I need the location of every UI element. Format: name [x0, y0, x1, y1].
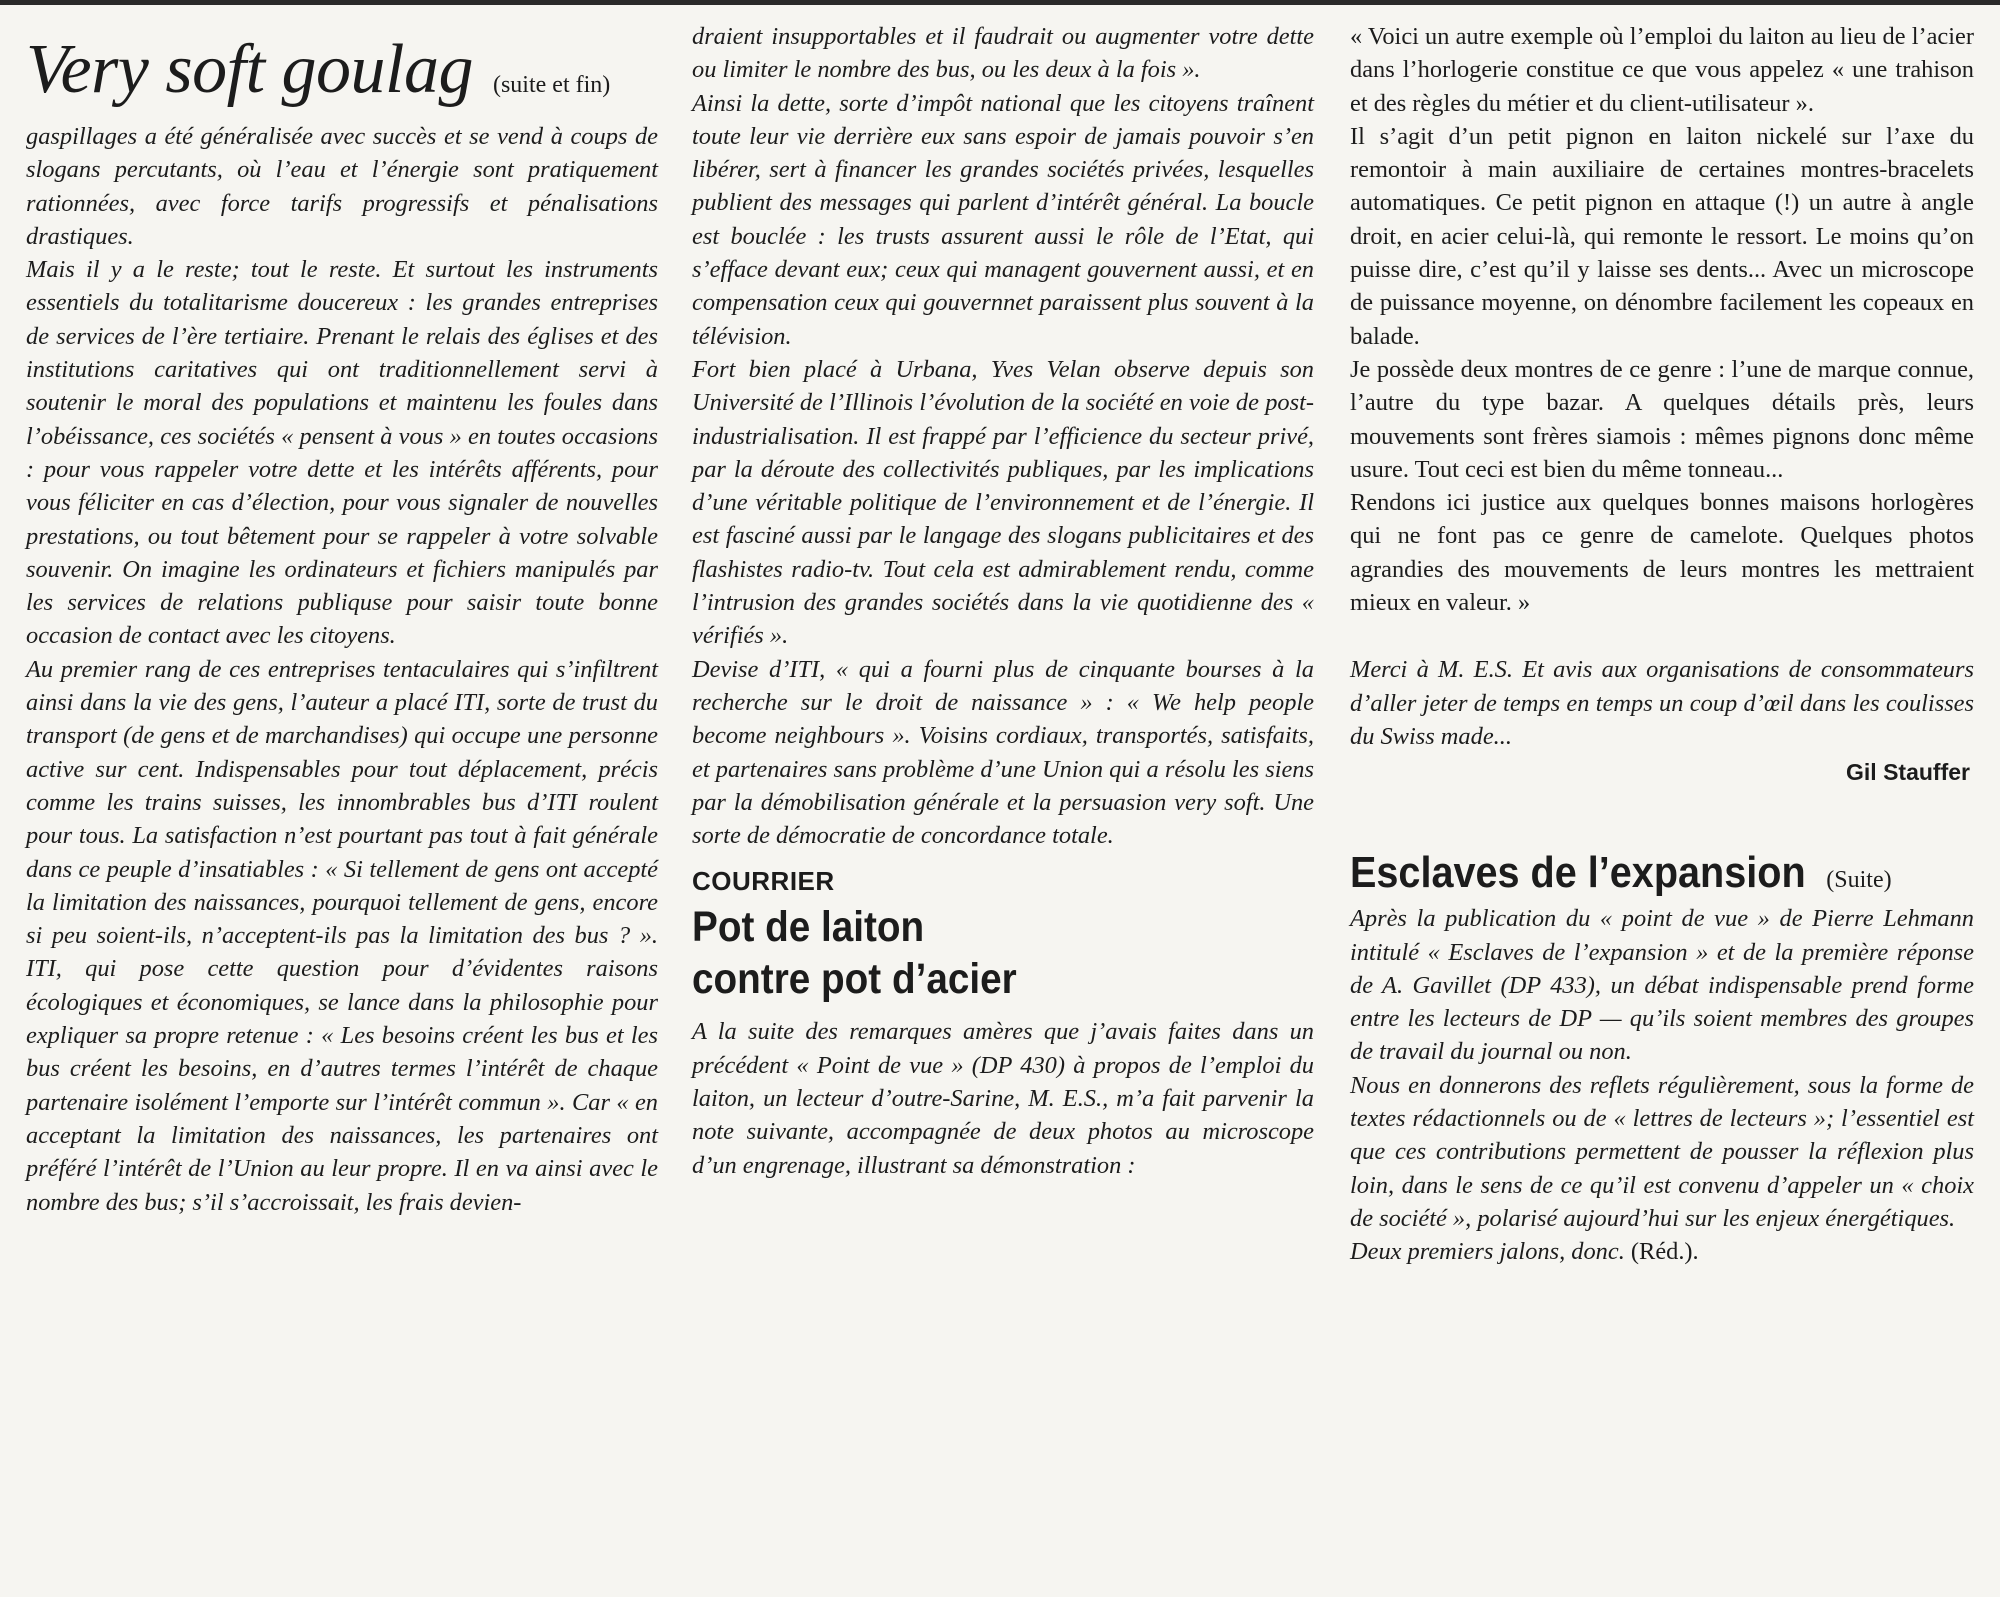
letter-paragraph: « Voici un autre exemple où l’emploi du laiton au lieu de l’acier dans l’horlogerie constitue ce que vous appelez « une trahison et des règles du métier et du client-utilisateur ».	[1350, 23, 1974, 117]
top-rule	[0, 0, 2000, 5]
article1-paragraph: Au premier rang de ces entreprises tentaculaires qui s’infiltrent ainsi dans la vie des gens, l’auteur a placé ITI, sorte de trust du transport (de gens et de marchandises) qui occupe une personne active sur cent. Indispensables pour tout déplacement, précis comme les trains suisses, les innombrables bus d’ITI roulent pour tous. La satisfaction n’est pourtant pas tout à fait générale dans ce peuple d’insatiables : « Si tellement de gens ont accepté la limitation des naissances, pourquoi tellement de gens, encore si peu soient-ils, n’acceptent-ils pas la limitation des bus ? ». ITI, qui pose cette question pour d’évidentes raisons écologiques et économiques, se lance dans la philosophie pour expliquer sa propre retenue : « Les besoins créent les bus et les bus créent les besoins, en d’autres termes l’intérêt de chaque partenaire isolément l’emporte sur l’intérêt commun ». Car « en acceptant la limitation des naissances, les partenaires ont préféré l’intérêt de l’Union au leur propre. Il en va ainsi avec le nombre des bus; s’il s’accroissait, les frais devien-	[26, 655, 658, 1216]
article2-title-line1: Pot de laiton	[692, 903, 925, 952]
article1-paragraph: Devise d’ITI, « qui a fourni plus de cinquante bourses à la recherche sur le droit de naissance » : « We help people become neighbours ». Voisins cordiaux, transportés, satisfaits, et partenaires sans problème d’une Union qui a résolu les siens par la démobilisation générale et la persuasion very soft. Une sorte de démocratie de concordance totale.	[692, 655, 1314, 850]
article3-last	[1350, 1235, 1974, 1268]
article3-last-line: Deux premiers jalons, donc.	[1350, 1238, 1625, 1266]
spacer	[1350, 619, 1974, 653]
article1-suffix: (suite et fin)	[492, 72, 611, 98]
column-2	[692, 20, 1314, 1182]
article2-closing: Merci à M. E.S. Et avis aux organisations de consommateurs d’aller jeter de temps en temps un coup d’œil dans les coulisses du Swiss made...	[1350, 656, 1974, 750]
letter-paragraph: Je possède deux montres de ce genre : l’une de marque connue, l’autre du type bazar. A quelques détails près, leurs mouvements sont frères siamois : mêmes pignons donc même usure. Tout ceci est bien du même tonneau...	[1350, 355, 1974, 483]
article2-kicker: COURRIER	[692, 866, 835, 897]
article1-paragraph: Fort bien placé à Urbana, Yves Velan observe depuis son Université de l’Illinois l’évolution de la société en voie de post-industrialisation. Il est frappé par l’efficience du secteur privé, par la déroute des collectivités publiques, par les implications d’une véritable politique de l’environnement et de l’énergie. Il est fasciné aussi par le langage des slogans publicitaires et des flashistes radio-tv. Tout cela est admirablement rendu, comme l’intrusion des grandes sociétés dans la vie quotidienne des « vérifiés ».	[692, 355, 1314, 650]
article1-paragraph: gaspillages a été généralisée avec succès et se vend à coups de slogans percutants, où l’eau et l’énergie sont pratiquement rationnées, avec force tarifs progressifs et pénalisations drastiques.	[26, 123, 658, 250]
article1-paragraph: draient insupportables et il faudrait ou augmenter votre dette ou limiter le nombre des bus, ou les deux à la fois ».	[692, 23, 1314, 84]
article2-title-line2: contre pot d’acier	[692, 955, 1017, 1004]
article3-suffix: (Suite)	[1826, 867, 1892, 894]
article2-title	[692, 901, 1252, 1005]
article1-header	[26, 20, 658, 120]
article1-title: Very soft goulag	[26, 31, 473, 108]
article3-title: Esclaves de l’expansion	[1350, 848, 1806, 898]
article3-paragraph: Nous en donnerons des reflets régulièrement, sous la forme de textes rédactionnels ou de « lettres de lecteurs »; l’essentiel est que ces contributions permettent de pousser la réflexion plus loin, dans le sens de ce qu’il est convenu d’appeler un « choix de société », polarisé aujourd’hui sur les enjeux énergétiques.	[1350, 1071, 1974, 1232]
signature: Gil Stauffer	[1846, 759, 1970, 786]
letter-paragraph: Il s’agit d’un petit pignon en laiton nickelé sur l’axe du remontoir à main auxiliaire de certaines montres-bracelets automatiques. Ce petit pignon en attaque (!) un autre à angle droit, en acier celui-là, qui remonte le ressort. Le moins qu’on puisse dire, c’est qu’il y laisse ses dents... Avec un microscope de puissance moyenne, on dénombre facilement les copeaux en balade.	[1350, 122, 1974, 350]
article1-paragraph: Mais il y a le reste; tout le reste. Et surtout les instruments essentiels du totalitarisme doucereux : les grandes entreprises de services de l’ère tertiaire. Prenant le relais des églises et des institutions caritatives qui ont traditionnellement servi à soutenir le moral des populations et maintenu les foules dans l’obéissance, ces sociétés « pensent à vous » en toutes occasions : pour vous rappeler votre dette et les intérêts afférents, pour vous féliciter en cas d’élection, pour vous signaler de nouvelles prestations, ou tout bêtement pour se rappeler à votre solvable souvenir. On imagine les ordinateurs et fichiers manipulés par les services de relations publiquse pour saisir toute bonne occasion de contact avec les citoyens.	[26, 256, 658, 650]
article3-header	[1350, 848, 1974, 898]
letter-paragraph: Rendons ici justice aux quelques bonnes maisons horlogères qui ne font pas ce genre de camelote. Quelques photos agrandies des mouvements de leurs montres les mettraient mieux en valeur. »	[1350, 489, 1974, 617]
article1-paragraph: Ainsi la dette, sorte d’impôt national que les citoyens traînent toute leur vie derrière eux sans espoir de jamais pouvoir s’en libérer, sert à financer les grandes sociétés privées, lesquelles publient des messages qui parlent d’intérêt général. La boucle est bouclée : les trusts assurent aussi le rôle de l’Etat, qui s’efface devant eux; ceux qui managent gouvernent aussi, et en compensation ceux qui gouvernnet paraissent plus souvent à la télévision.	[692, 89, 1314, 350]
article3-credit: (Réd.).	[1630, 1238, 1699, 1266]
column-3	[1350, 20, 1974, 1269]
column-1	[26, 20, 658, 1219]
article2-intro: A la suite des remarques amères que j’avais faites dans un précédent « Point de vue » (DP 430) à propos de l’emploi du laiton, un lecteur d’outre-Sarine, M. E.S., m’a fait parvenir la note suivante, accompagnée de deux photos au microscope d’un engrenage, illustrant sa démonstration :	[692, 1018, 1314, 1179]
spacer	[1350, 786, 1974, 848]
article3-paragraph: Après la publication du « point de vue » de Pierre Lehmann intitulé « Esclaves de l’expansion » et de la première réponse de A. Gavillet (DP 433), un débat indispensable prend forme entre les lecteurs de DP — qu’ils soient membres des groupes de travail du journal ou non.	[1350, 905, 1974, 1066]
